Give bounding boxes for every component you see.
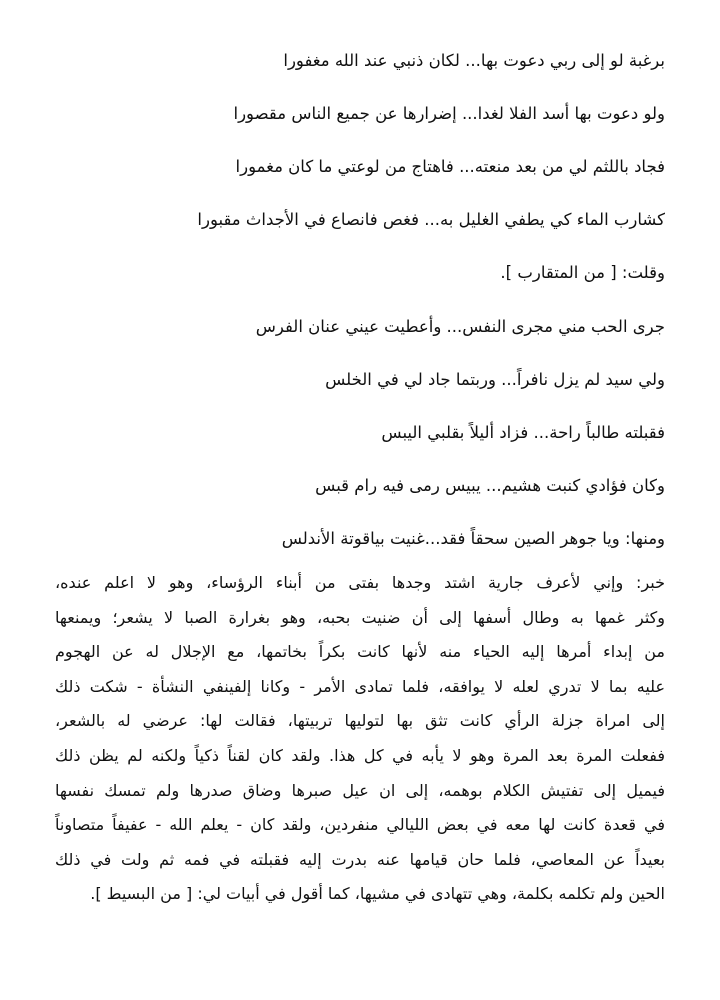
verse-line: كشارب الماء كي يطفي الغليل به... فغص فانصاع في الأجداث مقبورا [197,210,665,229]
prose-line: الحين ولم تكلمه بكلمة، وهي تتهادى في مشيها، كما أقول في أبيات لي: [ من البسيط ]. [90,884,665,904]
verse-line: برغبة لو إلى ربي دعوت بها... لكان ذنبي عند الله مغفورا [283,51,665,70]
prose-line: ففعلت المرة بعد المرة وهو لا يأبه في كل هذا. ولقد كان لقناً ذكياً ولكنه لم يظن ذلك [55,745,665,765]
verse-line: فجاد باللثم لي من بعد منعته... فاهتاج من لوعتي ما كان مغمورا [235,157,665,176]
prose-line: إلى امراة جزلة الرأي كانت تثق بها لتوليها تربيتها، فقالت لها: عرضي له بالشعر، [55,711,665,731]
prose-line: فيميل إلى تفتيش الكلام بوهمه، إلى ان عيل صبرها وضاق صدرها ولم تمسك نفسها [55,780,665,800]
verse-line: ولو دعوت بها أسد الفلا لغدا... إضرارها عن جميع الناس مقصورا [233,104,665,123]
verse-line: جرى الحب مني مجرى النفس... وأعطيت عيني عنان الفرس [255,317,665,336]
prose-line: خبر: وإني لأعرف جارية اشتد وجدها بفتى من أبناء الرؤساء، وهو لا اعلم عنده، [55,573,665,592]
verse-line: وكان فؤادي كنبت هشيم... يبيس رمى فيه رام قبس [315,476,665,495]
prose-line: بعيداً عن المعاصي، فلما حان قيامها عنه بدرت إليه فقبلته في فمه ثم ولت في ذلك [55,849,665,869]
verse-line: ومنها: ويا جوهر الصين سحقاً فقد...غنيت بياقوتة الأندلس [281,529,665,548]
prose-paragraph [55,566,665,912]
verse-line: فقبلته طالباً راحة... فزاد أليلاً بقلبي اليبس [381,423,665,442]
prose-line: من إبداء أمرها إليه الحياء منه لأنها كانت بكراً بخاتمها، مع الإجلال له عن الهجوم [55,642,665,662]
prose-line: في قعدة كانت لها معه في بعض الليالي منفردين، ولقد كان - يعلم الله - عفيفاً متصاوناً [55,815,665,835]
meter-heading: وقلت: [ من المتقارب ]. [500,263,665,282]
prose-line: وكثر غمها به وطال أسفها إلى أن ضنيت بحبه، وهو بغرارة الصبا لا يشعر؛ ويمنعها [55,607,665,627]
prose-line: عليه بما لا تدري لعله لا يوافقه، فلما تمادى الأمر - وكانا إلفينفي النشأة - شكت ذلك [55,676,665,696]
verse-line: ولي سيد لم يزل نافراً... وربتما جاد لي في الخلس [325,370,665,389]
